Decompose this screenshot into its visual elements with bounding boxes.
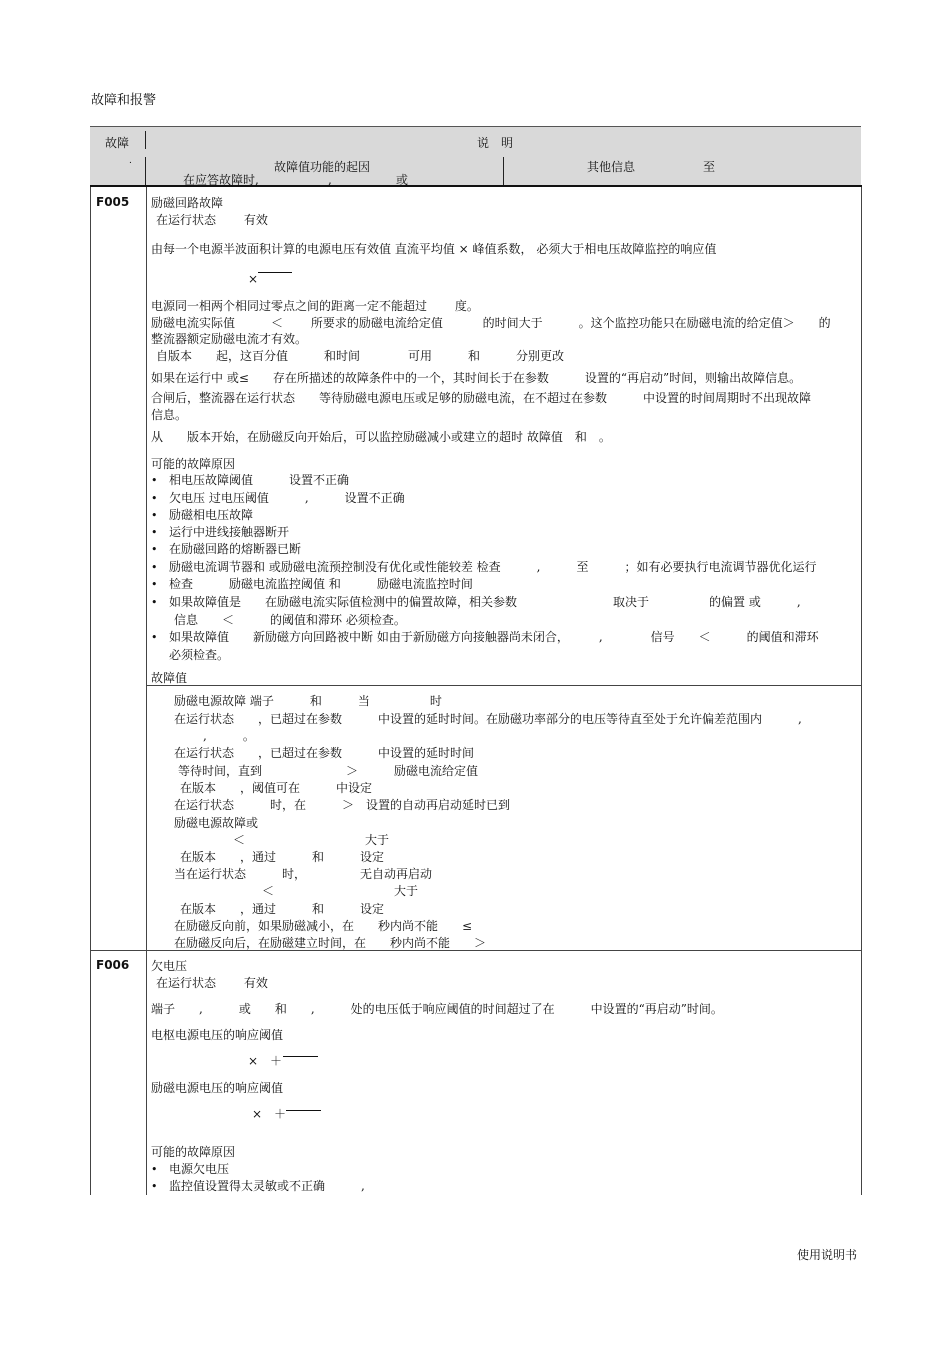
page-footer: 使用说明书 xyxy=(797,1248,858,1262)
f005-formula: × xyxy=(248,272,259,286)
header-divider xyxy=(145,131,146,149)
list-item-cont: 必须检查。 xyxy=(169,648,230,662)
f005-line: 合闸后，整流器在运行状态 等待励磁电源电压或足够的励磁电流，在不超过在参数 中设置的时间周期时不出现故障 xyxy=(151,391,812,405)
fault-value-line: 励磁电源故障 端子 和 当 时 xyxy=(174,694,442,708)
f005-line: 励磁电流实际值 ＜ 所要求的励磁电流给定值 的时间大于 。这个监控功能只在励磁电流的给定值＞ 的 xyxy=(151,316,831,330)
list-item: • 如果故障值是 在励磁电流实际值检测中的偏置故障，相关参数 取决于 的偏置 或 , xyxy=(169,594,801,611)
fault-value-line: 在版本 ，通过 和 设定 xyxy=(180,850,385,864)
fraction-bar xyxy=(283,1056,318,1057)
list-item: • 如果故障值 新励磁方向回路被中断 如由于新励磁方向接触器尚未闭合， , 信号 ＜ 的阈值和滞环 xyxy=(169,629,819,646)
fault-value-line: 在运行状态 ，已超过在参数 中设置的延时时间。在励磁功率部分的电压等待直至处于允许偏差范围内 , xyxy=(174,712,802,726)
fault-value-line: 等待时间，直到 ＞ 励磁电流给定值 xyxy=(178,764,479,778)
header-fault-col: 故障 xyxy=(105,136,130,150)
header-cause-col: 故障值功能的起因 xyxy=(274,160,371,174)
f005-line: 在运行状态 有效 xyxy=(156,213,268,227)
header-divider xyxy=(503,157,504,185)
table-border-col xyxy=(146,187,147,1195)
f006-line: 励磁电源电压的响应阈值 xyxy=(151,1081,284,1095)
fraction-bar xyxy=(286,1110,321,1111)
header-divider xyxy=(145,157,146,185)
list-item: • 相电压故障阈值 设置不正确 xyxy=(169,472,349,489)
header-respond: 或 xyxy=(396,173,409,187)
fault-value-line: ＜ 大于 xyxy=(262,884,419,898)
f005-line: 整流器额定励磁电流才有效。 xyxy=(151,332,308,346)
list-item: • 检查 励磁电流监控阈值 和 励磁电流监控时间 xyxy=(169,576,473,593)
list-item: • 监控值设置得太灵敏或不正确 , xyxy=(169,1178,365,1195)
fault-value-line: 当在运行状态 时， 无自动再启动 xyxy=(174,867,433,881)
header-respond: , xyxy=(328,173,332,187)
f005-causes-heading: 可能的故障原因 xyxy=(151,457,236,471)
list-item: • 电源欠电压 xyxy=(169,1161,229,1178)
table-border-right xyxy=(861,187,862,1195)
fault-value-line: 在版本 ，通过 和 设定 xyxy=(180,902,385,916)
list-item: • 励磁电流调节器和 或励磁电流预控制没有优化或性能较差 检查 , 至 ；如有必要执行电流调节器优化运行 xyxy=(169,559,816,576)
fault-value-line: 在运行状态 ，已超过在参数 中设置的延时时间 xyxy=(174,746,475,760)
header-to: 至 xyxy=(703,160,716,174)
f006-line: 电枢电源电压的响应阈值 xyxy=(151,1028,284,1042)
f005-line: 自版本 起，这百分值 和时间 可用 和 分别更改 xyxy=(156,349,565,363)
f006-formula: × ＋ xyxy=(252,1107,287,1121)
list-item-cont: 信息 ＜ 的阈值和滞环 必须检查。 xyxy=(174,613,406,627)
fault-value-line: 励磁电源故障或 xyxy=(174,816,259,830)
f005-line: 电源同一相两个相同过零点之间的距离一定不能超过 度。 xyxy=(151,299,479,313)
header-explain: 说 明 xyxy=(477,136,514,150)
fault-code-f006: F006 xyxy=(96,958,130,972)
list-item: • 励磁相电压故障 xyxy=(169,507,253,524)
list-item: • 运行中进线接触器断开 xyxy=(169,524,289,541)
f005-heading: 励磁回路故障 xyxy=(151,196,224,210)
fault-value-line: 在励磁反向后，在励磁建立时间，在 秒内尚不能 ＞ xyxy=(174,936,487,950)
f005-line: 如果在运行中 或≤ 存在所描述的故障条件中的一个，其时间长于在参数 设置的“再启动”时间，则输出故障信息。 xyxy=(151,371,802,385)
f005-line: 由每一个电源半波面积计算的电源电压有效值 直流平均值 × 峰值系数， 必须大于相电压故障监控的响应值 xyxy=(151,242,717,256)
header-dot: . xyxy=(129,156,132,166)
fault-value-line: ＜ 大于 xyxy=(233,833,390,847)
header-other-col: 其他信息 xyxy=(587,160,636,174)
f005-line: 信息。 xyxy=(151,408,188,422)
fault-value-line: 在励磁反向前，如果励磁减小，在 秒内尚不能 ≤ xyxy=(174,919,473,933)
fault-code-f005: F005 xyxy=(96,195,130,209)
list-item: • 欠电压 过电压阈值 , 设置不正确 xyxy=(169,490,405,507)
fault-value-divider xyxy=(146,685,861,686)
fault-value-line: 在版本 ，阈值可在 中设定 xyxy=(180,781,373,795)
fault-value-label: 故障值 xyxy=(151,671,188,685)
header-respond: 在应答故障时, xyxy=(183,173,259,187)
f006-heading: 欠电压 xyxy=(151,959,188,973)
f006-causes-heading: 可能的故障原因 xyxy=(151,1145,236,1159)
f006-formula: × ＋ xyxy=(248,1054,283,1068)
table-border-left xyxy=(90,187,91,1195)
f005-line: 从 版本开始，在励磁反向开始后，可以监控励磁减小或建立的超时 故障值 和 。 xyxy=(151,430,611,444)
page-title: 故障和报警 xyxy=(91,93,157,108)
list-item: • 在励磁回路的熔断器已断 xyxy=(169,541,301,558)
f006-line: 端子 , 或 和 , 处的电压低于响应阈值的时间超过了在 中设置的“再启动”时间。 xyxy=(151,1002,723,1016)
fraction-bar xyxy=(258,272,292,273)
fault-value-line: 在运行状态 时，在 ＞ 设置的自动再启动延时已到 xyxy=(174,798,511,812)
f006-line: 在运行状态 有效 xyxy=(156,976,268,990)
fault-value-line: , 。 xyxy=(203,729,255,743)
